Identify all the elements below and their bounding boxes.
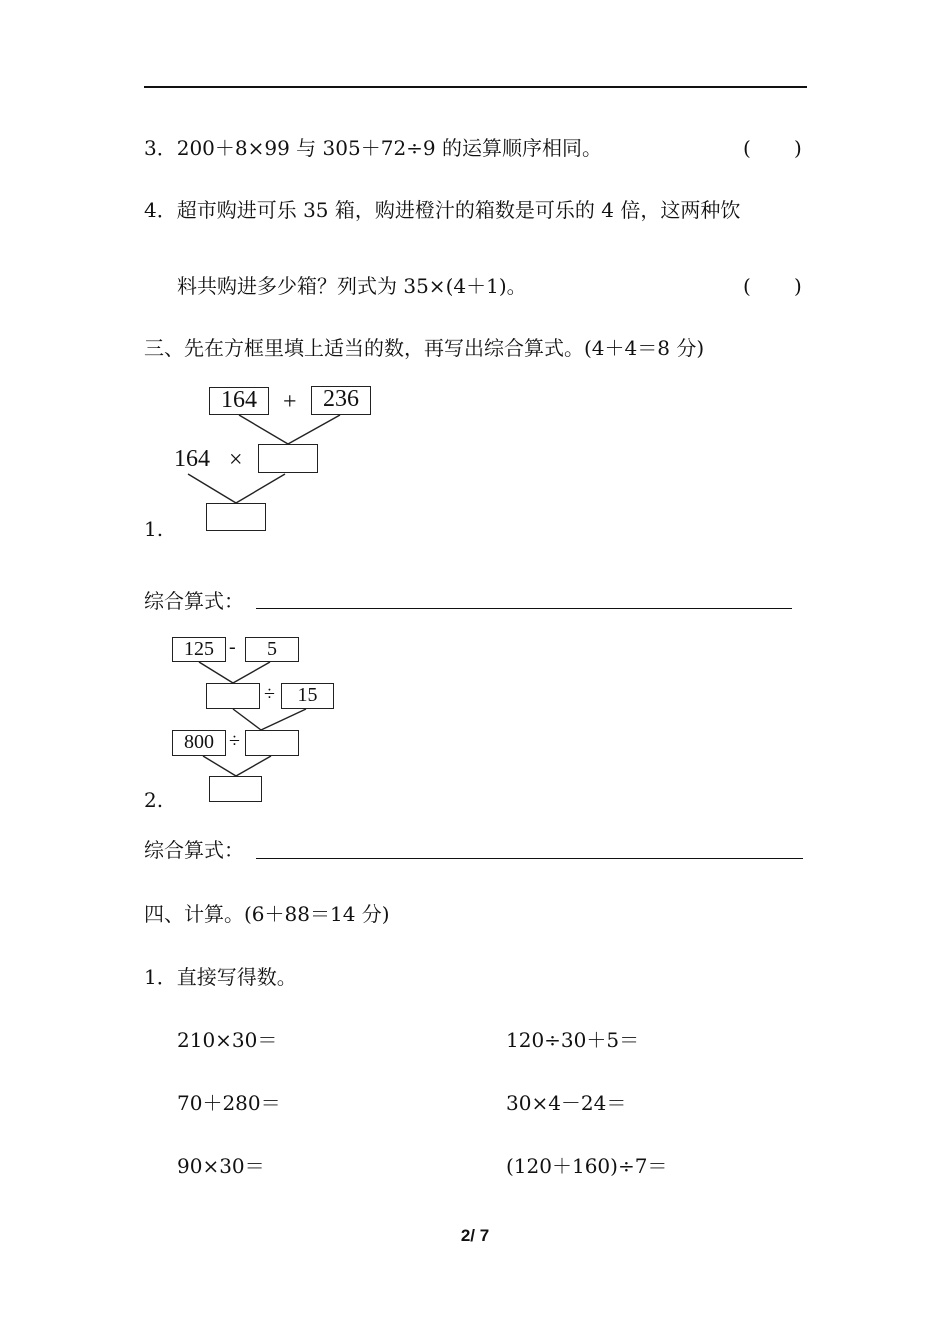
problem-2-blank-box-quotient[interactable] — [245, 730, 299, 756]
header-rule — [144, 86, 807, 88]
calc-item-3: 70＋280＝ — [177, 1091, 281, 1115]
problem-2-box-5: 5 — [245, 637, 299, 662]
problem-1-formula-answer-line[interactable] — [256, 608, 792, 609]
problem-2-box-125: 125 — [172, 637, 226, 662]
calc-item-6: (120＋160)÷7＝ — [506, 1154, 668, 1178]
problem-2-box-800: 800 — [172, 730, 226, 756]
calc-item-2: 120÷30＋5＝ — [506, 1028, 640, 1052]
problem-2-number: 2. — [144, 788, 164, 812]
question-4-line-2: 料共购进多少箱？列式为 35×(4＋1)。 — [177, 274, 527, 298]
question-3-answer-paren-open: ( — [743, 136, 751, 160]
question-4-line-1: 4．超市购进可乐 35 箱，购进橙汁的箱数是可乐的 4 倍，这两种饮 — [144, 198, 741, 222]
problem-2-divide-sign-1: ÷ — [264, 683, 275, 705]
problem-1-times-sign: × — [229, 447, 243, 473]
page-number: 2/ 7 — [460, 1226, 490, 1245]
question-3-answer-paren-close: ) — [794, 136, 802, 160]
problem-2-blank-box-difference[interactable] — [206, 683, 260, 709]
problem-1-formula-label: 综合算式： — [144, 589, 244, 613]
problem-2-blank-box-result[interactable] — [209, 776, 262, 802]
problem-2-formula-label: 综合算式： — [144, 838, 244, 862]
problem-1-left-value: 164 — [174, 446, 210, 472]
calc-item-5: 90×30＝ — [177, 1154, 265, 1178]
problem-1-box-164: 164 — [209, 387, 269, 415]
problem-1-box-236: 236 — [311, 386, 371, 415]
question-4-answer-paren-close: ) — [794, 274, 802, 298]
problem-1-blank-box-result[interactable] — [206, 503, 266, 531]
question-4-answer-paren-open: ( — [743, 274, 751, 298]
problem-1-number: 1. — [144, 517, 164, 541]
problem-1-blank-box-middle[interactable] — [258, 444, 318, 473]
problem-2-minus-sign: - — [229, 636, 236, 658]
section-4-subquestion-1: 1．直接写得数。 — [144, 965, 297, 989]
problem-2-formula-answer-line[interactable] — [256, 858, 803, 859]
problem-1-plus-sign: + — [283, 389, 297, 415]
question-3-text: 3．200＋8×99 与 305＋72÷9 的运算顺序相同。 — [144, 136, 603, 160]
problem-2-box-15: 15 — [281, 683, 334, 709]
section-4-heading: 四、计算。(6＋88＝14 分) — [144, 902, 390, 926]
section-3-heading: 三、先在方框里填上适当的数，再写出综合算式。(4＋4＝8 分) — [144, 336, 705, 360]
problem-2-divide-sign-2: ÷ — [229, 730, 240, 752]
calc-item-4: 30×4－24＝ — [506, 1091, 627, 1115]
calc-item-1: 210×30＝ — [177, 1028, 278, 1052]
